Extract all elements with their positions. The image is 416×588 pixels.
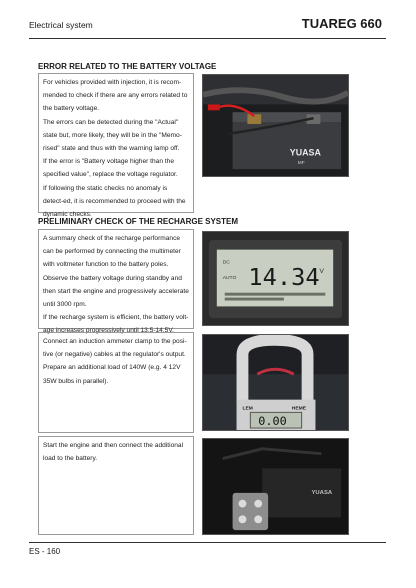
paragraph: Start the engine and then connect the additional load to the battery. <box>43 442 184 463</box>
photo-battery-load <box>202 438 349 535</box>
section-title-battery-voltage-error: ERROR RELATED TO THE BATTERY VOLTAGE <box>38 62 217 71</box>
clamp-brand-right: HEME <box>291 406 307 412</box>
multimeter-dc-label: DC <box>222 260 230 266</box>
paragraph: For vehicles provided with injection, it is recom-mended to check if there are any errors related to the battery voltage. <box>43 79 188 113</box>
clamp-reading: 0.00 <box>258 414 287 429</box>
header-rule <box>29 38 386 39</box>
photo-multimeter-display <box>202 231 349 326</box>
footer-rule <box>29 542 386 543</box>
section-title-recharge-check: PRELIMINARY CHECK OF THE RECHARGE SYSTEM <box>38 217 239 226</box>
paragraph: If the error is "Battery voltage higher than the specified value", replace the voltage regulator. <box>43 158 178 179</box>
battery-sub-label: MF <box>297 161 305 167</box>
battery-brand-label: YUASA <box>289 147 321 158</box>
multimeter-reading: 14.34 <box>248 262 320 291</box>
paragraph: The errors can be detected during the "Actual" state but, more likely, they will be in the "Memo-rised" state and thus with the warning lamp off. <box>43 118 182 153</box>
photo-ammeter-clamp <box>202 334 349 431</box>
paragraph: Connect an induction ammeter clamp to the posi-tive (or negative) cables at the regulator's output. <box>43 338 187 359</box>
page-header-model: TUAREG 660 <box>301 16 382 31</box>
paragraph: Observe the battery voltage during standby and then start the engine and progressively accelerate until 3000 rpm. <box>43 274 189 309</box>
clamp-brand-left: LEM <box>242 406 253 412</box>
paragraph: If the recharge system is efficient, the battery volt-age increases progressively until 13.5-14.5V. <box>43 314 189 335</box>
multimeter-unit: V <box>319 268 324 276</box>
textbox-battery-voltage-error <box>38 73 194 219</box>
page-number: ES - 160 <box>29 547 61 556</box>
battery-brand-label-2: YUASA <box>311 489 333 496</box>
textbox-ammeter-clamp <box>38 332 194 433</box>
photo-battery-connection <box>202 74 349 177</box>
page-header-section: Electrical system <box>29 20 93 30</box>
multimeter-auto-label: AUTO <box>222 276 237 281</box>
textbox-additional-load <box>38 436 194 535</box>
paragraph: Prepare an additional load of 140W (e.g. 4 12V 35W bulbs in parallel). <box>43 364 181 385</box>
paragraph: If following the static checks no anomaly is detect-ed, it is recommended to proceed with the dynamic checks. <box>43 184 186 219</box>
textbox-multimeter-check <box>38 229 194 335</box>
paragraph: A summary check of the recharge performance can be performed by connecting the multimeter with voltmeter function to the battery poles. <box>43 235 181 269</box>
